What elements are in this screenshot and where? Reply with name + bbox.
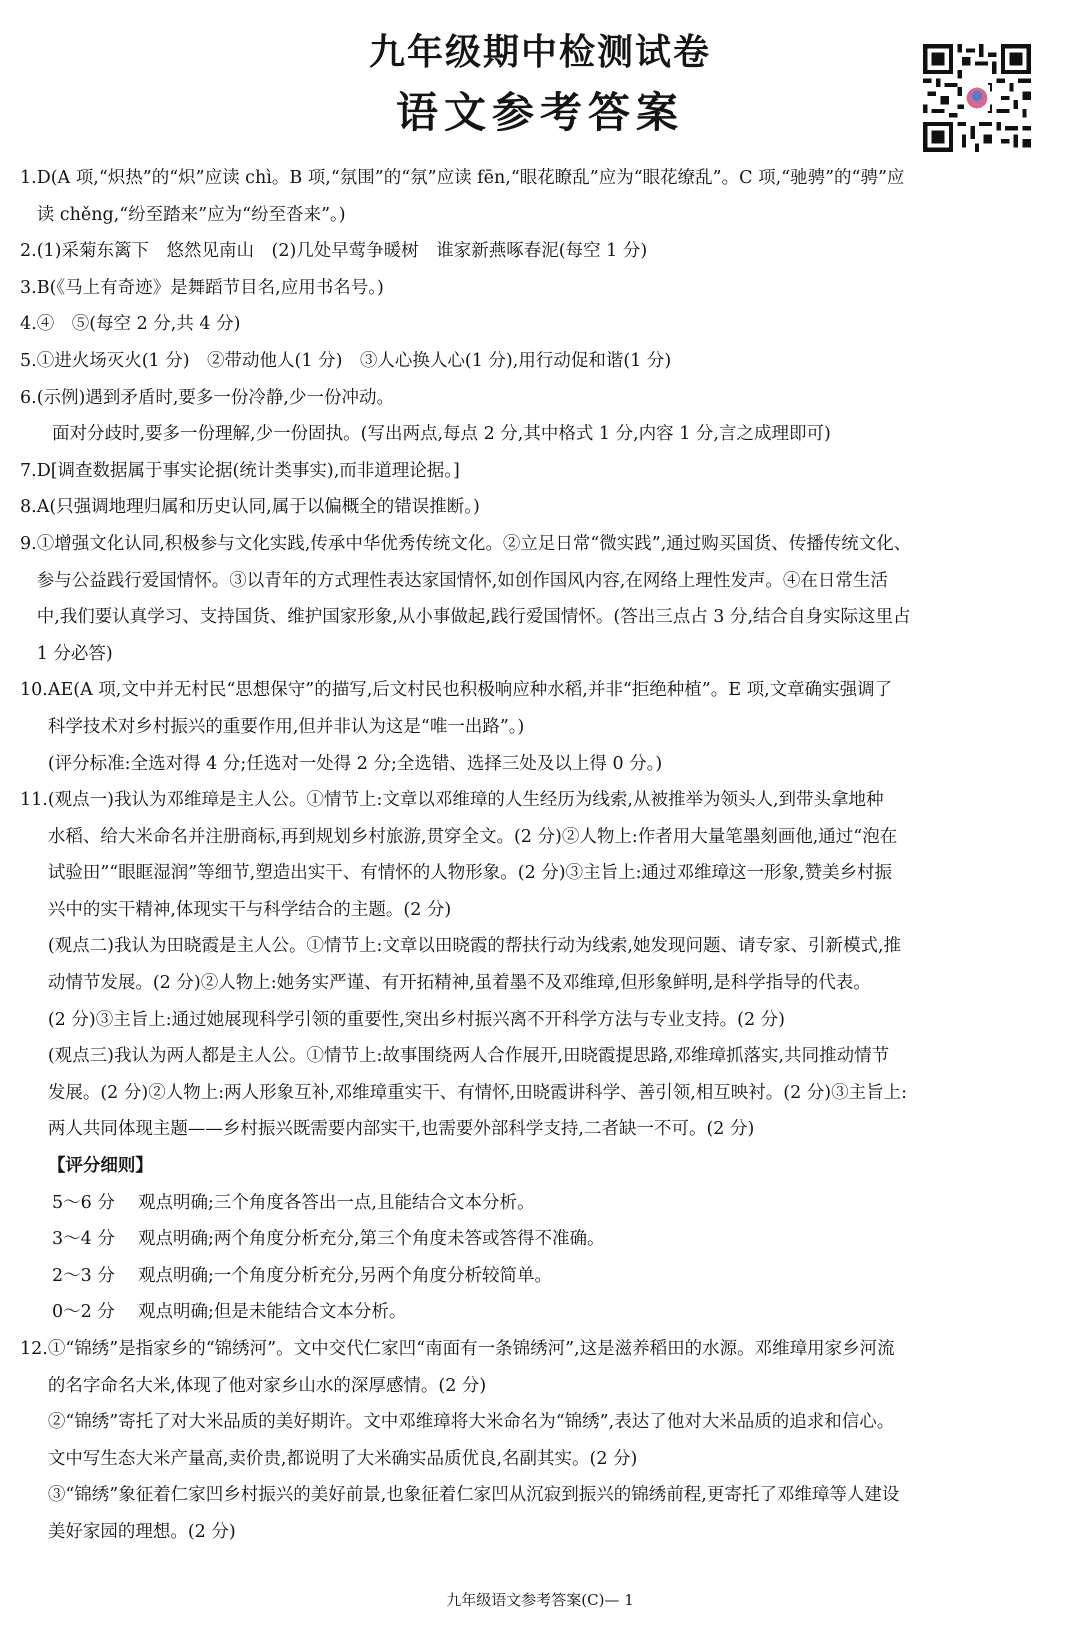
answer-line: 美好家园的理想。(2 分) <box>47 1521 236 1542</box>
answer-1 <box>20 160 1064 233</box>
answer-line: 兴中的实干精神,体现实干与科学结合的主题。(2 分) <box>47 899 452 920</box>
answer-number: 6. <box>20 387 37 408</box>
answer-4 <box>20 306 1064 343</box>
answer-number: 5. <box>20 350 37 371</box>
answer-number: 12. <box>20 1339 48 1359</box>
answer-key-title: 语文参考答案 <box>395 88 684 137</box>
answer-9 <box>20 526 1064 672</box>
answer-number: 7. <box>20 460 37 481</box>
answer-number: 3. <box>20 277 37 298</box>
answer-line: ②“锦绣”寄托了对大米品质的美好期许。文中邓维璋将大米命名为“锦绣”,表达了他对大米品质的追求和信心。 <box>47 1412 895 1433</box>
answer-12 <box>20 1331 1064 1551</box>
rubric-score: 3～4 分 <box>52 1229 115 1250</box>
answer-line: ④ ⑤(每空 2 分,共 4 分) <box>36 314 241 335</box>
answer-line: 面对分歧时,要多一份理解,少一份固执。(写出两点,每点 2 分,其中格式 1 分,内容 1 分,言之成理即可) <box>52 424 831 445</box>
answer-line: 的名字命名大米,体现了他对家乡山水的深厚感情。(2 分) <box>47 1375 487 1396</box>
answer-line: (评分标准:全选对得 4 分;任选对一处得 2 分;全选错、选择三处及以上得 0 分。) <box>47 753 663 774</box>
answer-line: (观点二)我认为田晓霞是主人公。①情节上:文章以田晓霞的帮扶行动为线索,她发现问题、请专家、引新模式,推 <box>47 936 902 957</box>
rubric-row <box>20 1221 1064 1258</box>
rubric-score: 0～2 分 <box>52 1302 115 1323</box>
answer-line: (观点一)我认为邓维璋是主人公。①情节上:文章以邓维璋的人生经历为线索,从被推举为领头人,到带头拿地种 <box>47 790 884 811</box>
rubric-title: 【评分细则】 <box>47 1156 153 1177</box>
rubric-row <box>20 1294 1064 1331</box>
answer-line: 读 chěng,“纷至踏来”应为“纷至沓来”。) <box>36 204 346 225</box>
answer-line: 发展。(2 分)②人物上:两人形象互补,邓维璋重实干、有情怀,田晓霞讲科学、善引领,相互映衬。(2 分)③主旨上: <box>47 1082 908 1103</box>
answer-3 <box>20 270 1064 307</box>
answer-line: 科学技术对乡村振兴的重要作用,但并非认为这是“唯一出路”。) <box>47 716 525 737</box>
answer-2 <box>20 233 1064 270</box>
rubric-desc: 观点明确;三个角度各答出一点,且能结合文本分析。 <box>138 1192 535 1213</box>
answer-number: 8. <box>20 497 37 518</box>
rubric-row <box>20 1258 1064 1295</box>
rubric-desc: 观点明确;两个角度分析充分,第三个角度未答或答得不准确。 <box>138 1229 605 1250</box>
answer-line: 试验田”“眼眶湿润”等细节,塑造出实干、有情怀的人物形象。(2 分)③主旨上:通过邓维璋这一形象,赞美乡村振 <box>47 863 893 884</box>
answer-line: 参与公益践行爱国情怀。③以青年的方式理性表达家国情怀,如创作国风内容,在网络上理性发声。④在日常生活 <box>36 570 888 591</box>
answer-list <box>20 160 1064 1551</box>
answer-line: ①增强文化认同,积极参与文化实践,传承中华优秀传统文化。②立足日常“微实践”,通过购买国货、传播传统文化、 <box>36 533 912 554</box>
answer-line: (示例)遇到矛盾时,要多一份冷静,少一份冲动。 <box>36 387 394 408</box>
answer-line: A(只强调地理归属和历史认同,属于以偏概全的错误推断。) <box>36 497 480 518</box>
answer-7 <box>20 453 1064 490</box>
answer-line: ①“锦绣”是指家乡的“锦绣河”。文中交代仁家凹“南面有一条锦绣河”,这是滋养稻田的水源。邓维璋用家乡河流 <box>47 1339 895 1359</box>
rubric-score: 5～6 分 <box>52 1192 115 1213</box>
answer-line: ③“锦绣”象征着仁家凹乡村振兴的美好前景,也象征着仁家凹从沉寂到振兴的锦绣前程,更寄托了邓维璋等人建设 <box>47 1485 900 1506</box>
answer-number: 4. <box>20 314 37 335</box>
answer-line: B(《马上有奇迹》是舞蹈节目名,应用书名号。) <box>36 277 384 298</box>
answer-line: 1 分必答) <box>36 643 113 664</box>
answer-number: 11. <box>20 790 48 811</box>
answer-5 <box>20 343 1064 380</box>
answer-10 <box>20 672 1064 782</box>
answer-number: 1. <box>20 168 37 188</box>
answer-line: D[调查数据属于事实论据(统计类事实),而非道理论据。] <box>36 460 460 481</box>
answer-line: (2 分)③主旨上:通过她展现科学引领的重要性,突出乡村振兴离不开科学方法与专业支持。(2 分) <box>47 1009 786 1030</box>
answer-number: 2. <box>20 241 37 262</box>
answer-11 <box>20 782 1064 1185</box>
answer-number: 10. <box>20 680 48 701</box>
answer-line: 两人共同体现主题——乡村振兴既需要内部实干,也需要外部科学支持,二者缺一不可。(2 分) <box>47 1119 755 1140</box>
exam-title: 九年级期中检测试卷 <box>368 32 711 73</box>
page-footer: 九年级语文参考答案(C)— 1 <box>446 1591 634 1609</box>
answer-8 <box>20 489 1064 526</box>
answer-number: 9. <box>20 533 37 554</box>
answer-line: 动情节发展。(2 分)②人物上:她务实严谨、有开拓精神,虽着墨不及邓维璋,但形象鲜明,是科学指导的代表。 <box>47 973 871 994</box>
rubric-desc: 观点明确;但是未能结合文本分析。 <box>138 1302 407 1323</box>
answer-line: ①进火场灭火(1 分) ②带动他人(1 分) ③人心换人心(1 分),用行动促和谐(1 分) <box>36 350 672 371</box>
rubric-score: 2～3 分 <box>52 1265 115 1286</box>
answer-line: 水稻、给大米命名并注册商标,再到规划乡村旅游,贯穿全文。(2 分)②人物上:作者用大量笔墨刻画他,通过“泡在 <box>47 826 898 847</box>
answer-line: D(A 项,“炽热”的“炽”应读 chì。B 项,“氛围”的“氛”应读 fēn,“眼花瞭乱”应为“眼花缭乱”。C 项,“驰骋”的“骋”应 <box>36 168 905 188</box>
answer-line: (观点三)我认为两人都是主人公。①情节上:故事围绕两人合作展开,田晓霞提思路,邓维璋抓落实,共同推动情节 <box>47 1046 890 1067</box>
answer-line: AE(A 项,文中并无村民“思想保守”的描写,后文村民也积极响应种水稻,并非“拒绝种植”。E 项,文章确实强调了 <box>47 680 893 701</box>
answer-6 <box>20 380 1064 417</box>
answer-line: (1)采菊东篱下 悠然见南山 (2)几处早莺争暖树 谁家新燕啄春泥(每空 1 分) <box>36 241 648 262</box>
qr-code-icon[interactable] <box>923 44 1031 152</box>
rubric-row <box>20 1185 1064 1222</box>
rubric-desc: 观点明确;一个角度分析充分,另两个角度分析较简单。 <box>138 1265 552 1286</box>
answer-line: 文中写生态大米产量高,卖价贵,都说明了大米确实品质优良,名副其实。(2 分) <box>47 1448 638 1469</box>
answer-line: 中,我们要认真学习、支持国货、维护国家形象,从小事做起,践行爱国情怀。(答出三点占 3 分,结合自身实际这里占 <box>36 607 911 628</box>
